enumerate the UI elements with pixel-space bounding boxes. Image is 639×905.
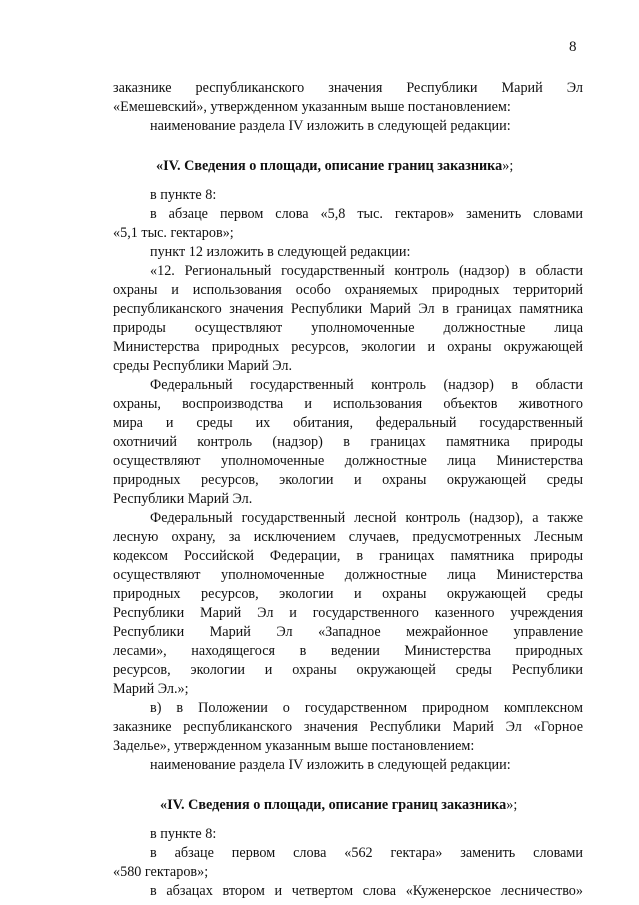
heading-text: Сведения о площади, описание границ заказника (188, 797, 507, 813)
page-number: 8 (569, 39, 577, 55)
text-line: кодексом Российской Федерации, в границах памятника природы (113, 548, 583, 564)
heading-text: Сведения о площади, описание границ заказника (184, 158, 503, 174)
heading-suffix: »; (506, 797, 518, 813)
text-line: Республики Марий Эл. (113, 491, 253, 507)
text-line: наименование раздела IV изложить в следующей редакции: (150, 118, 511, 134)
text-line: «580 гектаров»; (113, 864, 209, 880)
text-line: охраны, воспроизводства и использования объектов животного (113, 396, 583, 412)
text-line: республиканского значения Республики Марий Эл в границах памятника (113, 301, 583, 317)
text-line: мира и среды их обитания, федеральный государственный (113, 415, 583, 431)
text-line: среды Республики Марий Эл. (113, 358, 293, 374)
text-line: «12. Региональный государственный контроль (надзор) в области (150, 263, 583, 279)
heading-prefix: «IV. (160, 797, 185, 813)
text-line: природных ресурсов, экологии и охраны окружающей среды (113, 472, 583, 488)
text-line: осуществляют уполномоченные должностные лица Министерства (113, 567, 583, 583)
text-line: Республики Марий Эл и государственного казенного учреждения (113, 605, 583, 621)
text-line: лесную охрану, за исключением случаев, предусмотренных Лесным (113, 529, 583, 545)
text-line: заказнике республиканского значения Республики Марий Эл (113, 80, 583, 96)
heading-prefix: «IV. (156, 158, 181, 174)
text-line: охраны и использования особо охраняемых природных территорий (113, 282, 583, 298)
text-line: заказнике республиканского значения Республики Марий Эл «Горное (113, 719, 583, 735)
text-line: «Емешевский», утвержденном указанным выше постановлением: (113, 99, 511, 115)
text-line: в пункте 8: (150, 826, 217, 842)
text-line: ресурсов, экологии и охраны окружающей среды Республики (113, 662, 583, 678)
heading-suffix: »; (502, 158, 514, 174)
text-line: Федеральный государственный контроль (надзор) в области (150, 377, 583, 393)
text-line: в абзацах втором и четвертом слова «Куженерское лесничество» (150, 883, 583, 899)
text-line: Марий Эл.»; (113, 681, 189, 697)
text-line: в) в Положении о государственном природном комплексном (150, 700, 583, 716)
section-heading (160, 797, 517, 814)
text-line: наименование раздела IV изложить в следующей редакции: (150, 757, 511, 773)
text-line: природы осуществляют уполномоченные должностные лица (113, 320, 583, 336)
text-line: в абзаце первом слова «562 гектара» заменить словами (150, 845, 583, 861)
section-heading (156, 158, 513, 175)
text-line: «5,1 тыс. гектаров»; (113, 225, 234, 241)
text-line: охотничий контроль (надзор) в границах памятника природы (113, 434, 583, 450)
text-line: природных ресурсов, экологии и охраны окружающей среды (113, 586, 583, 602)
text-line: Заделье», утвержденном указанным выше постановлением: (113, 738, 475, 754)
text-line: осуществляют уполномоченные должностные лица Министерства (113, 453, 583, 469)
text-line: в абзаце первом слова «5,8 тыс. гектаров» заменить словами (150, 206, 583, 222)
text-line: Федеральный государственный лесной контроль (надзор), а также (150, 510, 583, 526)
text-line: пункт 12 изложить в следующей редакции: (150, 244, 411, 260)
text-line: лесами», находящегося в ведении Министерства природных (113, 643, 583, 659)
text-line: Министерства природных ресурсов, экологии и охраны окружающей (113, 339, 583, 355)
text-line: Республики Марий Эл «Западное межрайонное управление (113, 624, 583, 640)
text-line: в пункте 8: (150, 187, 217, 203)
